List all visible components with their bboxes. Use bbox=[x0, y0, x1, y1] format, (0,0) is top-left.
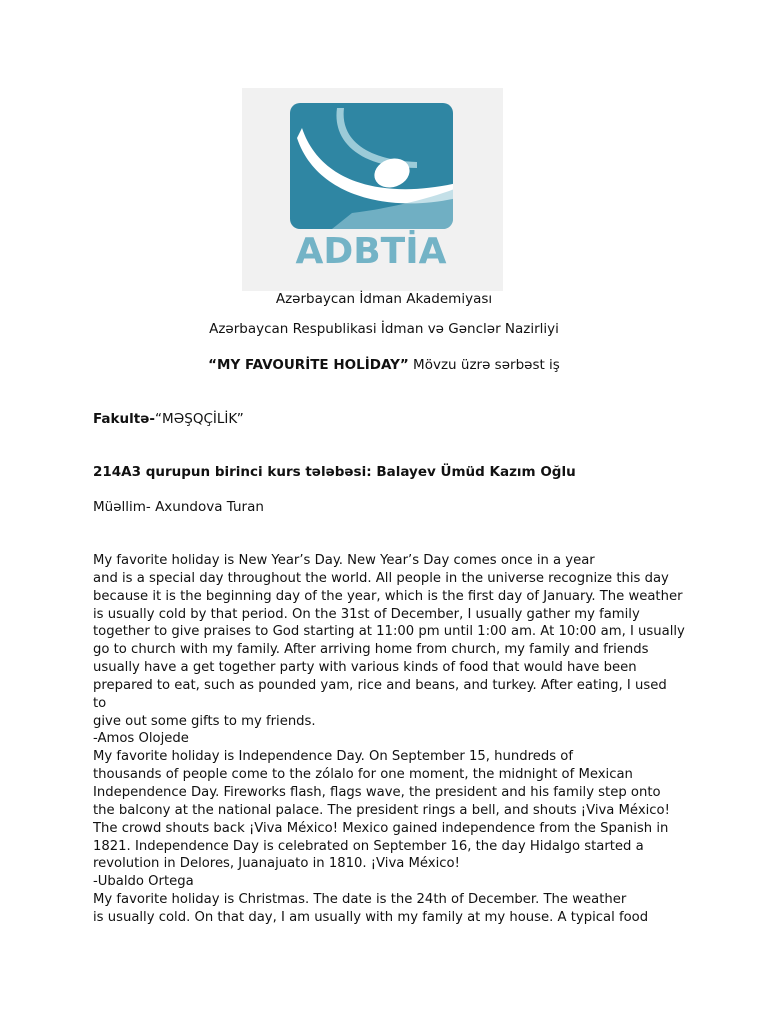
essay-line: give out some gifts to my friends. bbox=[93, 713, 316, 729]
essay-line: 1821. Independence Day is celebrated on September 16, the day Hidalgo started a bbox=[93, 838, 644, 854]
essay-line: because it is the beginning day of the year, which is the first day of January. The weather bbox=[93, 588, 683, 604]
essay-line: and is a special day throughout the world. All people in the universe recognize this day bbox=[93, 570, 669, 586]
student-line bbox=[93, 463, 576, 481]
essay-line: prepared to eat, such as pounded yam, rice and beans, and turkey. After eating, I used bbox=[93, 677, 667, 693]
essay-line: usually have a get together party with various kinds of food that would have been bbox=[93, 660, 637, 676]
faculty-value: “MƏŞQÇİLİK” bbox=[154, 411, 244, 427]
topic-line bbox=[0, 356, 768, 374]
essay-line: together to give praises to God starting at 11:00 pm until 1:00 am. At 10:00 am, I usually bbox=[93, 624, 685, 640]
institution-name: Azərbaycan İdman Akademiyası bbox=[275, 291, 493, 307]
teacher-line: Müəllim- Axundova Turan bbox=[93, 499, 264, 515]
ministry-name: Azərbaycan Respublikasi İdman və Gənclər Nazirliyi bbox=[209, 321, 559, 337]
topic-suffix: Mövzu üzrə sərbəst iş bbox=[408, 357, 560, 373]
essay-body bbox=[93, 552, 693, 927]
essay-line: the balcony at the national palace. The president rings a bell, and shouts ¡Viva México! bbox=[93, 802, 670, 818]
essay-line: to bbox=[93, 695, 107, 711]
faculty-line bbox=[93, 410, 244, 428]
academy-logo bbox=[242, 88, 503, 291]
essay-line: The crowd shouts back ¡Viva México! Mexico gained independence from the Spanish in bbox=[93, 820, 669, 836]
student-text: 214A3 qurupun birinci kurs tələbəsi: Balayev Ümüd Kazım Oğlu bbox=[93, 464, 576, 480]
logo-graphic bbox=[242, 88, 503, 291]
essay-line: is usually cold by that period. On the 31st of December, I usually gather my family bbox=[93, 606, 640, 622]
logo-text: ADBTİA bbox=[295, 231, 447, 272]
essay-line: go to church with my family. After arriving home from church, my family and friends bbox=[93, 642, 649, 658]
essay-line: is usually cold. On that day, I am usually with my family at my house. A typical food bbox=[93, 909, 649, 925]
essay-line: Independence Day. Fireworks flash, flags wave, the president and his family step onto bbox=[93, 784, 661, 800]
topic-title: “MY FAVOURİTE HOLİDAY” bbox=[208, 357, 409, 373]
essay-author: -Ubaldo Ortega bbox=[93, 874, 194, 890]
essay-line: My favorite holiday is Christmas. The date is the 24th of December. The weather bbox=[93, 892, 627, 908]
essay-line: revolution in Delores, Juanajuato in 1810. ¡Viva México! bbox=[93, 856, 460, 872]
essay-author: -Amos Olojede bbox=[93, 731, 189, 747]
essay-line: thousands of people come to the zólalo for one moment, the midnight of Mexican bbox=[93, 767, 633, 783]
essay-line: My favorite holiday is Independence Day. On September 15, hundreds of bbox=[93, 749, 573, 765]
essay-line: My favorite holiday is New Year’s Day. New Year’s Day comes once in a year bbox=[93, 553, 595, 568]
faculty-label: Fakultə- bbox=[93, 411, 155, 427]
